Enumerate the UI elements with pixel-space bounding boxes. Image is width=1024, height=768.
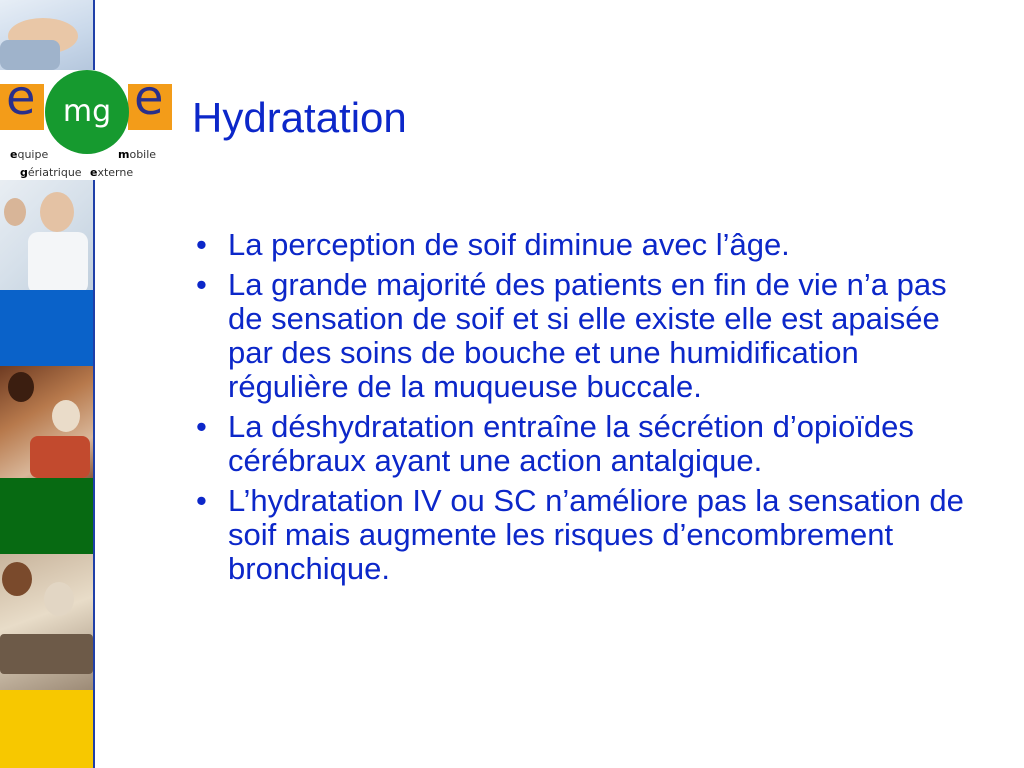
handshake-photo <box>0 0 93 70</box>
blue-band <box>0 290 93 366</box>
bullet-text: La grande majorité des patients en fin de vie n’a pas de sensation de soif et si elle existe elle est apaisée par des soins de bouche et une humidification régulière de la muqueuse buccale. <box>228 267 947 404</box>
bullet-item <box>190 410 980 478</box>
logo-mg: mg <box>62 94 112 129</box>
bullet-text: L’hydratation IV ou SC n’améliore pas la sensation de soif mais augmente les risques d’encombrement bronchique. <box>228 483 964 586</box>
logo-letter-e-right: e <box>134 70 164 126</box>
bullet-dot-icon: • <box>196 267 207 302</box>
card-game-photo <box>0 554 93 690</box>
bullet-dot-icon: • <box>196 227 207 262</box>
emge-logo <box>0 70 172 180</box>
bullet-text: La perception de soif diminue avec l’âge. <box>228 227 790 262</box>
bullet-item <box>190 268 980 404</box>
bullet-list <box>190 228 980 592</box>
yellow-band <box>0 690 93 768</box>
bullet-item <box>190 484 980 586</box>
bullet-item <box>190 228 980 262</box>
logo-caption-geriatrique: gériatrique <box>20 166 82 179</box>
logo-caption-equipe: equipe <box>10 148 49 161</box>
logo-caption-mobile: mobile <box>118 148 157 161</box>
slide-title: Hydratation <box>192 94 407 141</box>
green-band <box>0 478 93 554</box>
bullet-dot-icon: • <box>196 409 207 444</box>
bullet-dot-icon: • <box>196 483 207 518</box>
doctor-photo <box>0 178 93 290</box>
logo-caption-externe: externe <box>90 166 134 179</box>
family-photo <box>0 366 93 478</box>
logo-letter-e-left: e <box>6 70 36 126</box>
bullet-text: La déshydratation entraîne la sécrétion d’opioïdes cérébraux ayant une action antalgique. <box>228 409 914 478</box>
